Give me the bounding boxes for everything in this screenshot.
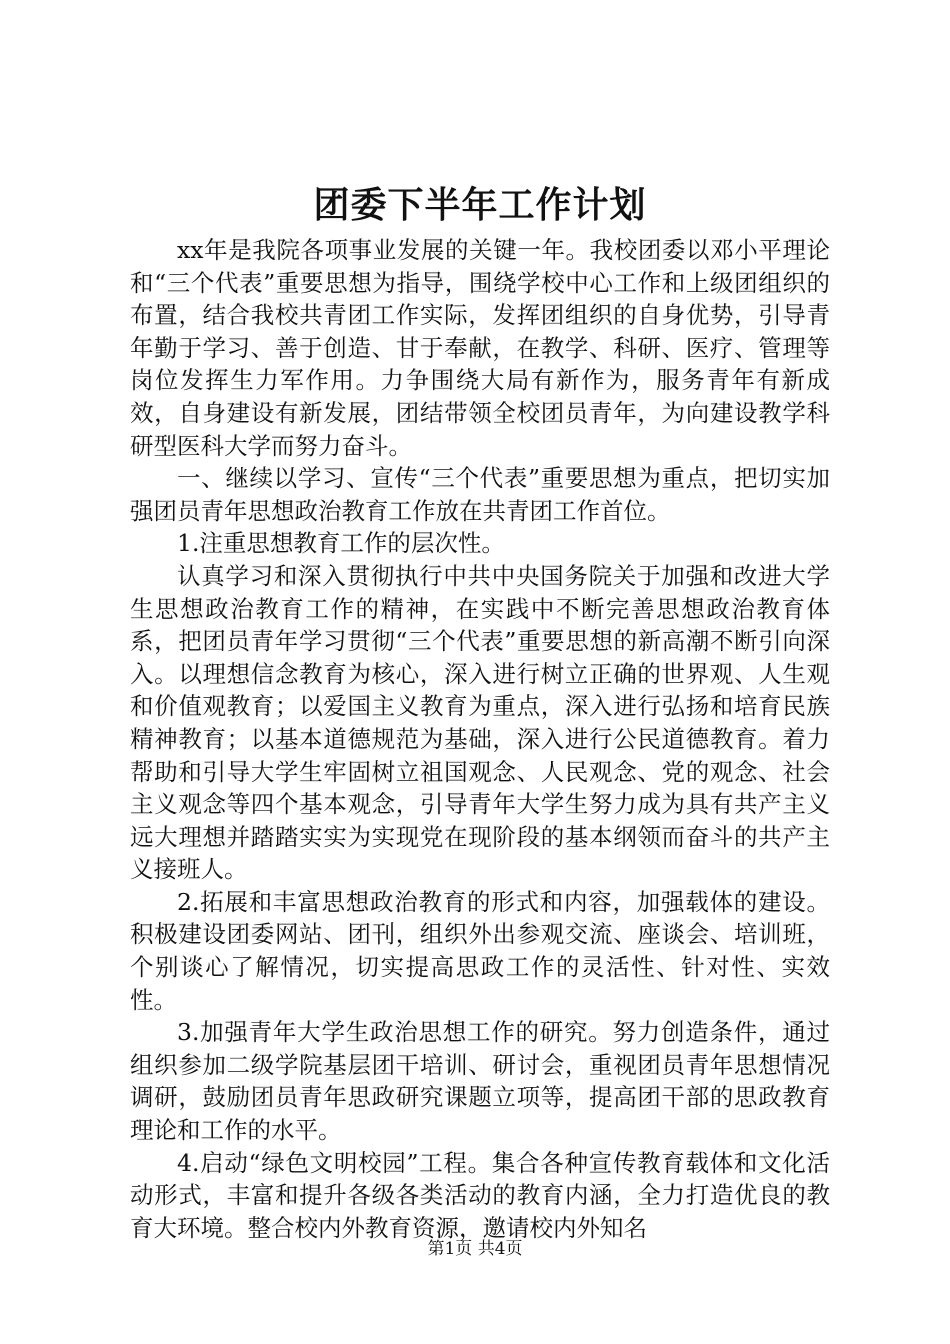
paragraph-intro: xx年是我院各项事业发展的关键一年。我校团委以邓小平理论和“三个代表”重要思想为指导，围绕学校中心工作和上级团组织的布置，结合我校共青团工作实际，发挥团组织的自身优势，引导青年勤于学习、善于创造、甘于奉献，在教学、科研、医疗、管理等岗位发挥生力军作用。力争围绕大局有新作为，服务青年有新成效，自身建设有新发展，团结带领全校团员青年，为向建设教学科研型医科大学而努力奋斗。 xyxy=(130,236,830,460)
document-body xyxy=(130,234,830,1244)
paragraph-item-3: 3.加强青年大学生政治思想工作的研究。努力创造条件，通过组织参加二级学院基层团干培训、研讨会，重视团员青年思想情况调研，鼓励团员青年思政研究课题立项等，提高团干部的思政教育理论和工作的水平。 xyxy=(130,1018,830,1145)
paragraph-item-1-body: 认真学习和深入贯彻执行中共中央国务院关于加强和改进大学生思想政治教育工作的精神，在实践中不断完善思想政治教育体系，把团员青年学习贯彻“三个代表”重要思想的新高潮不断引向深入。以理想信念教育为核心，深入进行树立正确的世界观、人生观和价值观教育；以爱国主义教育为重点，深入进行弘扬和培育民族精神教育；以基本道德规范为基础，深入进行公民道德教育。着力帮助和引导大学生牢固树立祖国观念、人民观念、党的观念、社会主义观念等四个基本观念，引导青年大学生努力成为具有共产主义远大理想并踏踏实实为实现党在现阶段的基本纲领而奋斗的共产主义接班人。 xyxy=(130,561,830,884)
document-page xyxy=(130,180,830,1244)
page-footer: 第1页 共4页 xyxy=(427,1239,523,1259)
paragraph-section-1-heading: 一、继续以学习、宣传“三个代表”重要思想为重点，把切实加强团员青年思想政治教育工作放在共青团工作首位。 xyxy=(130,464,830,525)
document-title: 团委下半年工作计划 xyxy=(313,184,647,226)
paragraph-item-1-heading: 1.注重思想教育工作的层次性。 xyxy=(177,529,505,558)
paragraph-item-4: 4.启动“绿色文明校园”工程。集合各种宣传教育载体和文化活动形式，丰富和提升各级各类活动的教育内涵，全力打造优良的教育大环境。整合校内外教育资源，邀请校内外知名 xyxy=(130,1148,830,1242)
paragraph-item-2: 2.拓展和丰富思想政治教育的形式和内容，加强载体的建设。积极建设团委网站、团刊，组织外出参观交流、座谈会、培训班，个别谈心了解情况，切实提高思政工作的灵活性、针对性、实效性。 xyxy=(130,887,830,1014)
